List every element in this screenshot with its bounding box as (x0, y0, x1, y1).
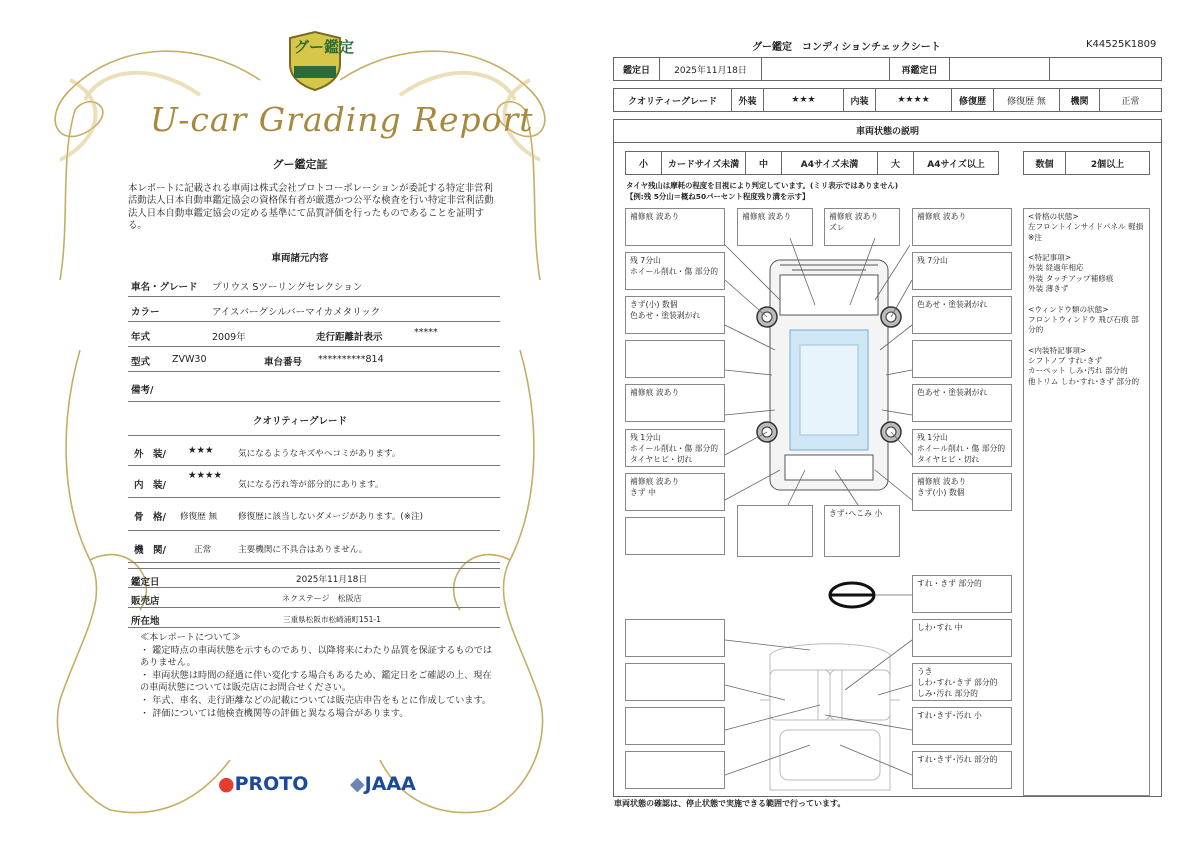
size-large-label: 大 (878, 152, 914, 174)
frame-label: 骨 格/ (134, 512, 166, 523)
address-label: 所在地 (131, 616, 160, 627)
grade-row-frame (128, 498, 500, 531)
date-blank (762, 58, 890, 80)
damage-note-box (625, 619, 725, 657)
interior-desc: 気になる汚れ等が部分的にあります。 (238, 480, 384, 490)
repair-label: 修復歴 (952, 89, 994, 111)
spec-row-year (128, 322, 500, 347)
engine-label: 機 関/ (134, 545, 166, 556)
engine-value: 正常 (1121, 96, 1140, 107)
engine-value: 正常 (194, 545, 212, 555)
address-value: 三重県松阪市松崎浦町151-1 (283, 615, 382, 624)
note-item: ・ 車両状態は時間の経過に伴い変化する場合もあるため、鑑定日をご確認の上、現在の車両状態については販売店にお問合せください。 (140, 669, 492, 694)
damage-note-box (625, 663, 725, 701)
date-label: 鑑定日 (614, 58, 660, 80)
damage-note-box: 補修痕 波あり (737, 208, 813, 246)
model-value: プリウス Sツーリングセレクション (212, 282, 363, 293)
size-small-desc: カードサイズ未満 (662, 152, 746, 174)
damage-note-box: 残 7分山 ホイール削れ・傷 部分的 (625, 252, 725, 290)
chassis-value: **********814 (318, 354, 384, 365)
count-legend-table (1023, 151, 1150, 175)
reinspect-value (950, 58, 1050, 80)
date-label: 鑑定日 (131, 577, 160, 588)
note-item: ・ 鑑定時点の車両状態を示すものであり、以降将来にわたり品質を保証するものではありません。 (140, 644, 493, 669)
grade-row-exterior (128, 435, 500, 466)
exterior-label: 外 装/ (134, 449, 166, 460)
date-value: 2025年11月18日 (296, 575, 368, 585)
int-stars: ★★★★ (876, 89, 952, 111)
report-script-title: U-car Grading Report (150, 100, 534, 139)
damage-note-box: すれ･きず･汚れ 部分的 (912, 751, 1012, 789)
certificate-intro: 本レポートに記載される車両は株式会社プロトコーポレーションが委託する特定非営利活動法人日本自動車鑑定協会の資格保有者が厳選かつ公平な検査を行い特定非営利活動法人日本自動車鑑定協会の定める基準にて品質評価を行ったものであることを証明する。 (128, 183, 494, 232)
int-label: 内装 (844, 89, 876, 111)
damage-note-box: うき しわ･すれ･きず 部分的 しみ･汚れ 部分的 (912, 663, 1012, 701)
year-value: 2009年 (212, 332, 246, 343)
note-item: ・ 年式、車名、走行距離などの記載については販売店申告をもとに作成しています。 (140, 694, 492, 706)
report-notes (140, 632, 500, 720)
damage-note-box: 残 1分山 ホイール削れ・傷 部分的 タイヤヒビ・切れ (912, 429, 1012, 467)
jaaa-logo: ◆JAAA (350, 773, 416, 795)
reinspect-label: 再鑑定日 (890, 58, 950, 80)
damage-note-box (625, 751, 725, 789)
damage-note-box: 残 7分山 (912, 252, 1012, 290)
damage-note-box: 補修痕 波あり (625, 384, 725, 422)
damage-note-box: 残 1分山 ホイール削れ・傷 部分的 タイヤヒビ・切れ (625, 429, 725, 467)
repair-value: 修復歴 無 (994, 89, 1060, 111)
info-row-address (128, 608, 500, 628)
tire-note-2: 【例:残 5分山＝概ね50パーセント程度残り溝を示す】 (626, 192, 810, 201)
chassis-label: 車台番号 (264, 357, 303, 368)
info-row-shop (128, 588, 500, 608)
damage-note-box: 補修痕 波あり (625, 208, 725, 246)
grade-table (613, 88, 1162, 112)
engine-desc: 主要機関に不具合はありません。 (238, 545, 368, 555)
grade-row-interior (128, 466, 500, 498)
size-legend-table (625, 151, 999, 175)
shop-value: ネクステージ 松阪店 (282, 594, 362, 603)
exterior-stars: ★★★ (188, 445, 214, 456)
condition-notes: <骨格の状態> 左フロントインサイドパネル 軽損 ※注 <特記事項> 外装 経過年相応 外装 タッチアップ補修痕 外装 薄きず <ウィンドウ類の状態> フロントウィンドウ 飛び石痕 部分的 <内装特記事項> シフトノブ すれ･きず カーペット しみ･汚れ 部分的 他トリム しわ･すれ･きず 部分的 (1023, 208, 1150, 796)
sheet-code: K44525K1809 (1086, 39, 1157, 50)
damage-note-box: きず(小) 数個 色あせ・塗装剥がれ (625, 296, 725, 334)
exterior-desc: 気になるようなキズやヘコミがあります。 (238, 449, 401, 459)
jaaa-logo-text: JAAA (364, 773, 416, 795)
ext-label: 外装 (732, 89, 764, 111)
mileage-value: ***** (414, 327, 438, 338)
color-label: カラー (131, 307, 160, 318)
frame-desc: 修復歴に該当しないダメージがあります。(※注) (238, 512, 423, 522)
grade-row-engine (128, 531, 500, 563)
proto-logo: ●PROTO (218, 773, 309, 795)
year-label: 年式 (131, 332, 151, 343)
damage-note-box: 色あせ・塗装剥がれ (912, 296, 1012, 334)
type-value: ZVW30 (172, 354, 207, 365)
spec-section-title: 車両諸元内容 (271, 253, 329, 264)
interior-label: 内 装/ (134, 480, 166, 491)
size-large-desc: A4サイズ以上 (927, 159, 985, 170)
size-small-label: 小 (626, 152, 662, 174)
damage-note-box: すれ・きず 部分的 (912, 575, 1012, 613)
color-value: アイスバーグシルバーマイカメタリック (212, 307, 381, 318)
grade-section-title: クオリティーグレード (252, 416, 348, 427)
damage-note-box: 色あせ・塗装剥がれ (912, 384, 1012, 422)
size-mid-desc: A4サイズ未満 (782, 152, 878, 174)
damage-note-box: すれ･きず･汚れ 小 (912, 707, 1012, 745)
damage-note-box (625, 707, 725, 745)
legend-title: 車両状態の説明 (613, 119, 1162, 143)
proto-logo-text: PROTO (234, 773, 309, 795)
damage-note-box: 補修痕 波あり きず 中 (625, 473, 725, 511)
date-table (613, 57, 1162, 81)
model-label: 車名・グレード (131, 282, 198, 293)
emblem-text: グー鑑定 (294, 38, 355, 56)
spec-row-model (128, 272, 500, 297)
spec-row-type (128, 347, 500, 372)
shop-label: 販売店 (131, 596, 160, 607)
sheet-footer: 車両状態の確認は、停止状態で実施できる範囲で行っています。 (614, 799, 846, 808)
sheet-title: グー鑑定 コンディションチェックシート (752, 42, 941, 53)
damage-note-box: しわ･すれ 中 (912, 619, 1012, 657)
type-label: 型式 (131, 357, 151, 368)
spec-row-color (128, 297, 500, 322)
engine-label: 機関 (1060, 89, 1100, 111)
damage-note-box: きず･へこみ 小 (824, 505, 900, 557)
damage-note-box (625, 340, 725, 378)
mileage-label: 走行距離計表示 (316, 332, 383, 343)
grade-label: クオリティーグレード (614, 89, 732, 111)
interior-stars: ★★★★ (188, 470, 223, 481)
damage-note-box (912, 340, 1012, 378)
damage-note-box (625, 517, 725, 555)
note-item: ・ 評価については他検査機関等の評価と異なる場合があります。 (140, 707, 409, 719)
date-value: 2025年11月18日 (660, 58, 762, 80)
damage-note-box (737, 505, 813, 557)
ext-stars: ★★★ (764, 89, 844, 111)
size-mid-label: 中 (746, 152, 782, 174)
damage-note-box: 補修痕 波あり ズレ (824, 208, 900, 246)
tire-note-1: タイヤ残山は摩耗の程度を目視により判定しています。(ミリ表示ではありません) (626, 181, 899, 190)
count-label: 数個 (1024, 152, 1066, 174)
date-blank-end (1050, 58, 1161, 80)
damage-note-box: 補修痕 波あり きず(小) 数個 (912, 473, 1012, 511)
info-row-date (128, 568, 500, 588)
damage-note-box: 補修痕 波あり (912, 208, 1012, 246)
frame-value: 修復歴 無 (180, 512, 218, 522)
count-desc: 2個以上 (1090, 159, 1125, 170)
notes-title: ≪本レポートについて≫ (140, 632, 241, 643)
spec-row-remarks (128, 372, 500, 402)
certificate-heading: グー鑑定証 (272, 158, 328, 171)
remarks-label: 備考/ (131, 385, 154, 396)
